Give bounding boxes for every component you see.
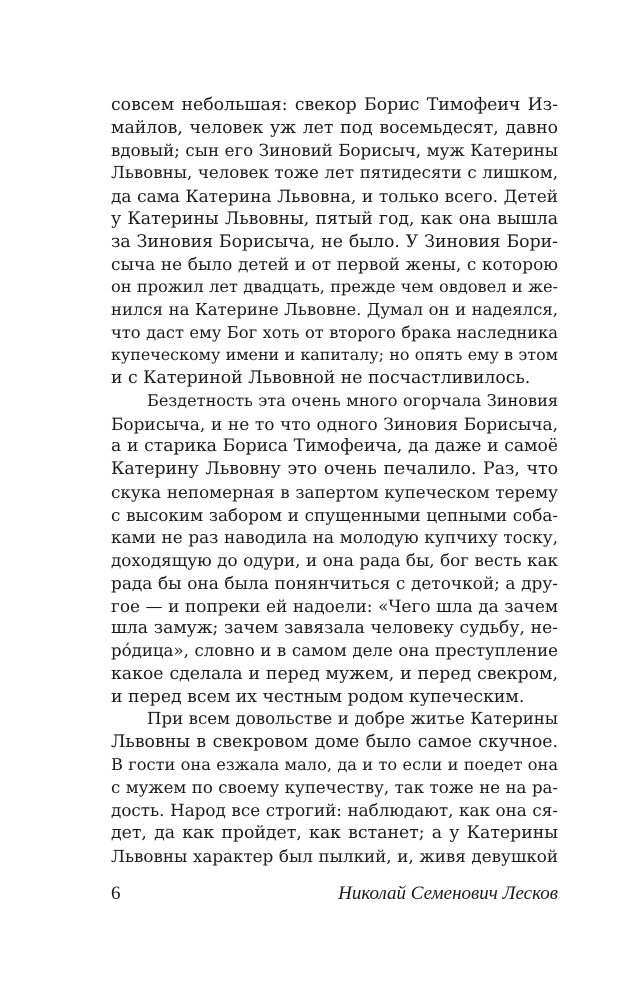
text-line: Львовны характер был пылкий, и, живя девушкой — [111, 845, 558, 866]
text-line: шла замуж; зачем завязала человеку судьбу, не- — [111, 618, 558, 639]
text-line: Борисыча, и не то что одного Зиновия Борисыча, — [111, 413, 558, 434]
text-line: Львовны в свекровом доме было самое скучное. — [111, 732, 558, 752]
page-footer — [111, 883, 558, 909]
paragraph-end-line: и с Катериной Львовной не посчастливилось. — [111, 368, 531, 388]
text-line: сыча не было детей и от первой жены, с которою — [111, 254, 558, 275]
paragraph-start-line: Бездетность эта очень много огорчала Зиновия — [147, 390, 558, 410]
text-line: дет, да как пройдет, как встанет; а у Катерины — [111, 823, 558, 843]
text-line: с высоким забором и спущенными цепными соба- — [111, 504, 558, 525]
text-line: нился на Катерине Львовне. Думал он и надеялся, — [111, 299, 558, 319]
text-line: что даст ему Бог хоть от второго брака наследника — [111, 322, 558, 342]
text-line: майлов, человек уж лет под восемьдесят, давно — [111, 117, 558, 138]
text-line: доходящую до одури, и она рада бы, бог весть как — [111, 550, 558, 570]
text-line: с мужем по своему купечеству, так тоже не на ра- — [111, 777, 558, 797]
text-line: у Катерины Львовны, пятый год, как она вышла — [111, 208, 558, 229]
text-line: купеческому имени и капиталу; но опять ему в этом — [111, 345, 558, 365]
running-footer-author: Николай Семенович Лесков — [338, 883, 558, 904]
page-number: 6 — [111, 883, 121, 904]
text-line: Львовны, человек тоже лет пятидесяти с лишком, — [111, 163, 558, 183]
text-line: он прожил лет двадцать, прежде чем овдовел и же- — [111, 277, 558, 296]
text-line: а и старика Бориса Тимофеича, да даже и самоё — [111, 436, 558, 457]
text-line: скука непомерная в запертом купеческом терему — [111, 481, 558, 502]
body-text — [111, 94, 558, 868]
text-line: Катерину Львовну это очень печалило. Раз, что — [111, 459, 558, 479]
text-line: В гости она езжала мало, да и то если и поедет она — [111, 754, 558, 774]
text-line: какое сделала и перед мужем, и перед свекром, — [111, 663, 558, 684]
paragraph-start-line: При всем довольстве и добре житье Катерины — [147, 709, 558, 729]
text-line: ками не раз наводила на молодую купчиху тоску, — [111, 527, 558, 548]
text-line: гое — и попреки ей надоели: «Чего шла да зачем — [111, 595, 558, 616]
text-line: за Зиновия Борисыча, не было. У Зиновия Бори- — [111, 231, 558, 252]
text-line: вдовый; сын его Зиновий Борисыч, муж Катерины — [111, 140, 558, 160]
text-line: рóдица», словно и в самом деле она преступление — [111, 641, 558, 660]
text-line: совсем небольшая: свекор Борис Тимофеич Из- — [111, 95, 558, 115]
paragraph-end-line: и перед всем их честным родом купеческим. — [111, 686, 525, 707]
text-line: да сама Катерина Львовна, и только всего. Детей — [111, 186, 558, 206]
text-line: рада бы она была понянчиться с деточкой; а дру- — [111, 572, 558, 593]
text-line: дость. Народ все строгий: наблюдают, как она ся- — [111, 800, 558, 821]
